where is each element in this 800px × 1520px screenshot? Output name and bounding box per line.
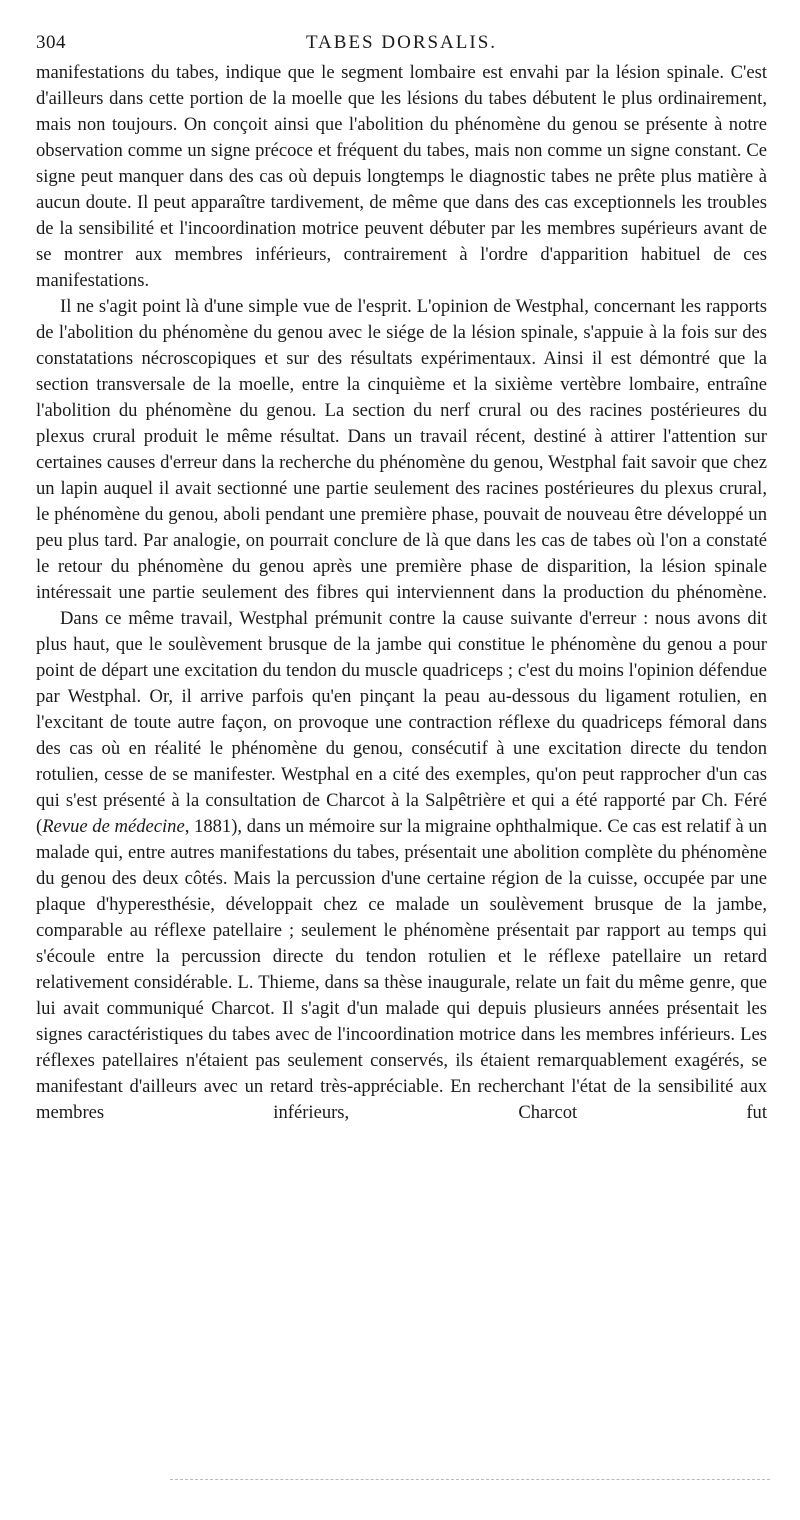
running-head xyxy=(36,28,767,60)
footer-rule xyxy=(170,1479,770,1480)
book-page xyxy=(36,28,767,1126)
journal-title-italic: Revue de médecine xyxy=(42,816,185,837)
paragraph-text-before-citation: Dans ce même travail, Westphal prémunit contre la cause suivante d'erreur : nous avons dit plus haut, que le soulèvement brusque de la jambe qui constitue le phénomène du genou a pour point de départ une excitation du tendon du muscle quadriceps ; c'est du moins l'opinion défendue par Westphal. Or, il arrive parfois qu'en pinçant la peau au-dessous du ligament rotulien, en l'excitant de toute autre façon, on provoque une contraction réflexe du quadriceps fémoral dans des cas où en réalité le phénomène du genou, consécutif à une excitation directe du tendon rotulien, cesse de se manifester. Westphal en a cité des exemples, qu'on peut rapprocher d'un cas qui s'est présenté à la consultation de Charcot à la Salpêtrière et qui a été rapporté par Ch. Féré ( xyxy=(36,608,767,837)
paragraph-westphal-opinion: Il ne s'agit point là d'une simple vue de l'esprit. L'opinion de Westphal, concernant les rapports de l'abolition du phénomène du genou avec le siége de la lésion spinale, s'appuie à la fois sur des constatations nécroscopiques et sur des résultats expérimentaux. Ainsi il est démontré que la section transversale de la moelle, entre la cinquième et la sixième vertèbre lombaire, entraîne l'abolition du phénomène du genou. La section du nerf crural ou des racines postérieures du plexus crural produit le même résultat. Dans un travail récent, destiné à attirer l'attention sur certaines causes d'erreur dans la recherche du phénomène du genou, Westphal fait savoir que chez un lapin auquel il avait sectionné une partie seulement des racines postérieures du plexus crural, le phénomène du genou, aboli pendant une première phase, pouvait de nouveau être développé un peu plus tard. Par analogie, on pourrait conclure de là que dans les cas de tabes où l'on a constaté le retour du phénomène du genou après une première phase de disparition, la lésion spinale intéressait une partie seulement des fibres qui interviennent dans la production du phénomène. xyxy=(36,296,767,603)
paragraph-text-after-citation: , 1881), dans un mémoire sur la migraine ophthalmique. Ce cas est relatif à un malade qui, entre autres manifestations du tabes, présentait une abolition complète du phénomène du genou des deux côtés. Mais la percussion d'une certaine région de la cuisse, occupée par une plaque d'hyperesthésie, développait chez ce malade un soulèvement brusque de la jambe, comparable au réflexe patellaire ; seulement le phénomène présentait par rapport au temps qui s'écoule entre la percussion directe du tendon rotulien et le réflexe patellaire un retard relativement considérable. L. Thieme, dans sa thèse inaugurale, relate un fait du même genre, que lui avait communiqué Charcot. Il s'agit d'un malade qui depuis plusieurs années présentait les signes caractéristiques du tabes avec de l'incoordination motrice dans les membres inférieurs. Les réflexes patellaires n'étaient pas seulement conservés, ils étaient remarquablement exagérés, se manifestant d'ailleurs avec un retard très-appréciable. En recherchant l'état de la sensibilité aux membres inférieurs, Charcot fut xyxy=(36,816,767,1123)
page-number: 304 xyxy=(36,32,66,53)
paragraph-cause-of-error xyxy=(36,606,767,1126)
running-title: TABES DORSALIS. xyxy=(305,32,498,53)
paragraph-continuation: manifestations du tabes, indique que le segment lombaire est envahi par la lésion spinale. C'est d'ailleurs dans cette portion de la moelle que les lésions du tabes débutent le plus ordinairement, mais non toujours. On conçoit ainsi que l'abolition du phénomène du genou se présente à notre observation comme un signe précoce et fréquent du tabes, mais non comme un signe constant. Ce signe peut manquer dans des cas où depuis longtemps le diagnostic tabes ne prête plus matière à aucun doute. Il peut apparaître tardivement, de même que dans des cas exceptionnels les troubles de la sensibilité et l'incoordination motrice peuvent débuter par les membres supérieurs avant de se montrer aux membres inférieurs, contrairement à l'ordre d'apparition habituel de ces manifestations. xyxy=(36,62,767,291)
